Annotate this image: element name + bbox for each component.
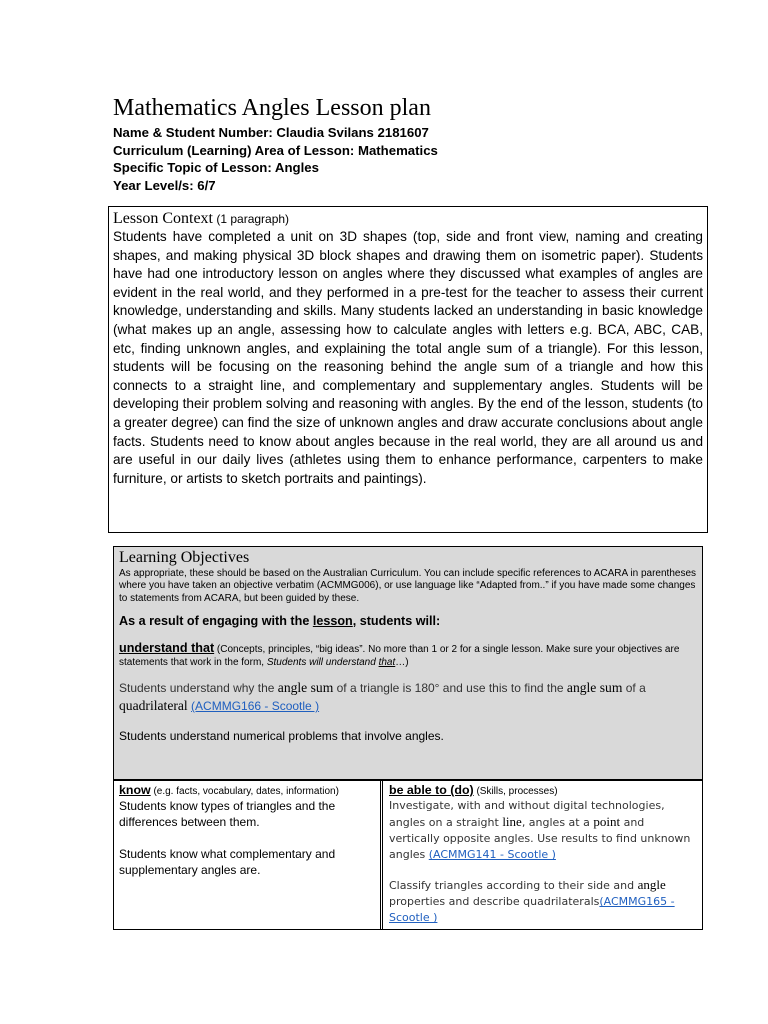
lesson-context-title: Lesson Context [113, 210, 213, 227]
do1-term-line: line [502, 814, 522, 829]
result-prefix: As a result of engaging with the [119, 614, 313, 629]
objective-angle-sum [119, 679, 697, 715]
do-label: be able to (do) [389, 783, 474, 797]
understand-note-that: that [378, 656, 396, 668]
acmmg141-link[interactable]: (ACMMG141 - Scootle ) [428, 848, 556, 861]
result-lesson: lesson [312, 614, 353, 629]
obj1-part-c: of a [622, 681, 646, 696]
obj1-part-a: Students understand why the [119, 681, 278, 696]
understand-note-italic: Students will understand [266, 656, 379, 668]
obj1-part-b: of a triangle is 180° and use this to find the [333, 681, 567, 696]
do-note: (Skills, processes) [473, 786, 558, 797]
do2-term-angle: angle [637, 877, 666, 892]
obj1-term-angle-sum-2: angle sum [566, 680, 623, 696]
understand-note: (Concepts, principles, “big ideas”. No more than 1 or 2 for a single lesson. Make sure your objectives are statements that work in the form, [119, 644, 680, 668]
do2-part-a: Classify triangles according to their side and [389, 879, 638, 892]
do1-term-point: point [593, 814, 621, 829]
know-column [114, 781, 383, 929]
result-suffix: , students will: [352, 614, 441, 629]
learning-objectives-description: As appropriate, these should be based on the Australian Curriculum. You can include specific references to ACARA in parentheses where you have taken an objective verbatim (ACMMG006), or use language like “Adapted from..” if you have made some changes to statements from ACARA, but been guided by these. [119, 568, 697, 604]
acmmg165-link[interactable]: (ACMMG165 - Scootle ) [389, 895, 675, 924]
do-heading [389, 784, 696, 798]
objective-numerical-problems: Students understand numerical problems that involve angles. [119, 729, 444, 744]
do1-part-a: Investigate, with and without digital technologies, angles on a straight [389, 799, 665, 829]
understand-note-end: …) [395, 656, 409, 668]
result-statement [119, 613, 697, 629]
know-item-angles: Students know what complementary and supplementary angles are. [119, 847, 336, 877]
do-item-investigate [389, 798, 696, 863]
obj1-term-angle-sum: angle sum [277, 680, 334, 696]
lesson-context-heading [113, 210, 703, 228]
do-column [383, 781, 702, 929]
lesson-context-body: Students have completed a unit on 3D shapes (top, side and front view, naming and creating shapes, and making physical 3D block shapes and drawing them on isometric paper). Students have had one introductory lesson on angles where they discussed what examples of angles are evident in the real world, and they performed in a pre-test for the teacher to assess their current knowledge, understanding and skills. Many students lacked an understanding in basic knowledge (what makes up an angle, assessing how to calculate angles with letters e.g. BCA, ABC, CAB, etc, finding unknown angles, and explaining the total angle sum of a triangle). For this lesson, students will be focusing on the reasoning behind the angle sum of a triangle and how this connects to a straight line, and complementary and supplementary angles. Students will be developing their problem solving and reasoning with angles. By the end of the lesson, students (to a greater degree) can find the size of unknown angles and draw accurate conclusions about angle facts. Students need to know about angles because in the real world, they are all around us and are useful in our daily lives (athletes using them to enhance performance, carpenters to make furniture, or artists to sketch portraits and paintings). [113, 229, 703, 486]
know-do-table [113, 780, 703, 930]
do1-part-c: and vertically opposite angles. Use results to find unknown angles [389, 816, 691, 861]
know-note: (e.g. facts, vocabulary, dates, information) [150, 786, 339, 797]
acmmg166-link[interactable]: (ACMMG166 - Scootle ) [191, 699, 320, 714]
do1-part-b: , angles at a [521, 816, 594, 829]
curriculum-area: Curriculum (Learning) Area of Lesson: Mathematics [113, 142, 438, 158]
lesson-context-box [108, 206, 708, 533]
obj1-term-quadrilateral: quadrilateral [119, 698, 188, 714]
year-level: Year Level/s: 6/7 [113, 177, 216, 193]
name-student-number: Name & Student Number: Claudia Svilans 2181607 [113, 125, 429, 140]
know-item-triangles: Students know types of triangles and the differences between them. [119, 799, 336, 829]
know-label: know [119, 783, 151, 797]
learning-objectives-heading: Learning Objectives [119, 549, 250, 566]
lesson-context-note: (1 paragraph) [216, 212, 290, 226]
do2-part-b: properties and describe quadrilaterals [389, 895, 600, 908]
do-item-classify [389, 877, 696, 926]
understand-that-label: understand that [119, 641, 215, 656]
understand-that-instructions [119, 642, 697, 669]
know-heading [119, 784, 375, 798]
learning-objectives-box [113, 546, 703, 780]
lesson-topic: Specific Topic of Lesson: Angles [113, 160, 319, 176]
student-details [113, 124, 438, 194]
page-title: Mathematics Angles Lesson plan [113, 95, 431, 121]
